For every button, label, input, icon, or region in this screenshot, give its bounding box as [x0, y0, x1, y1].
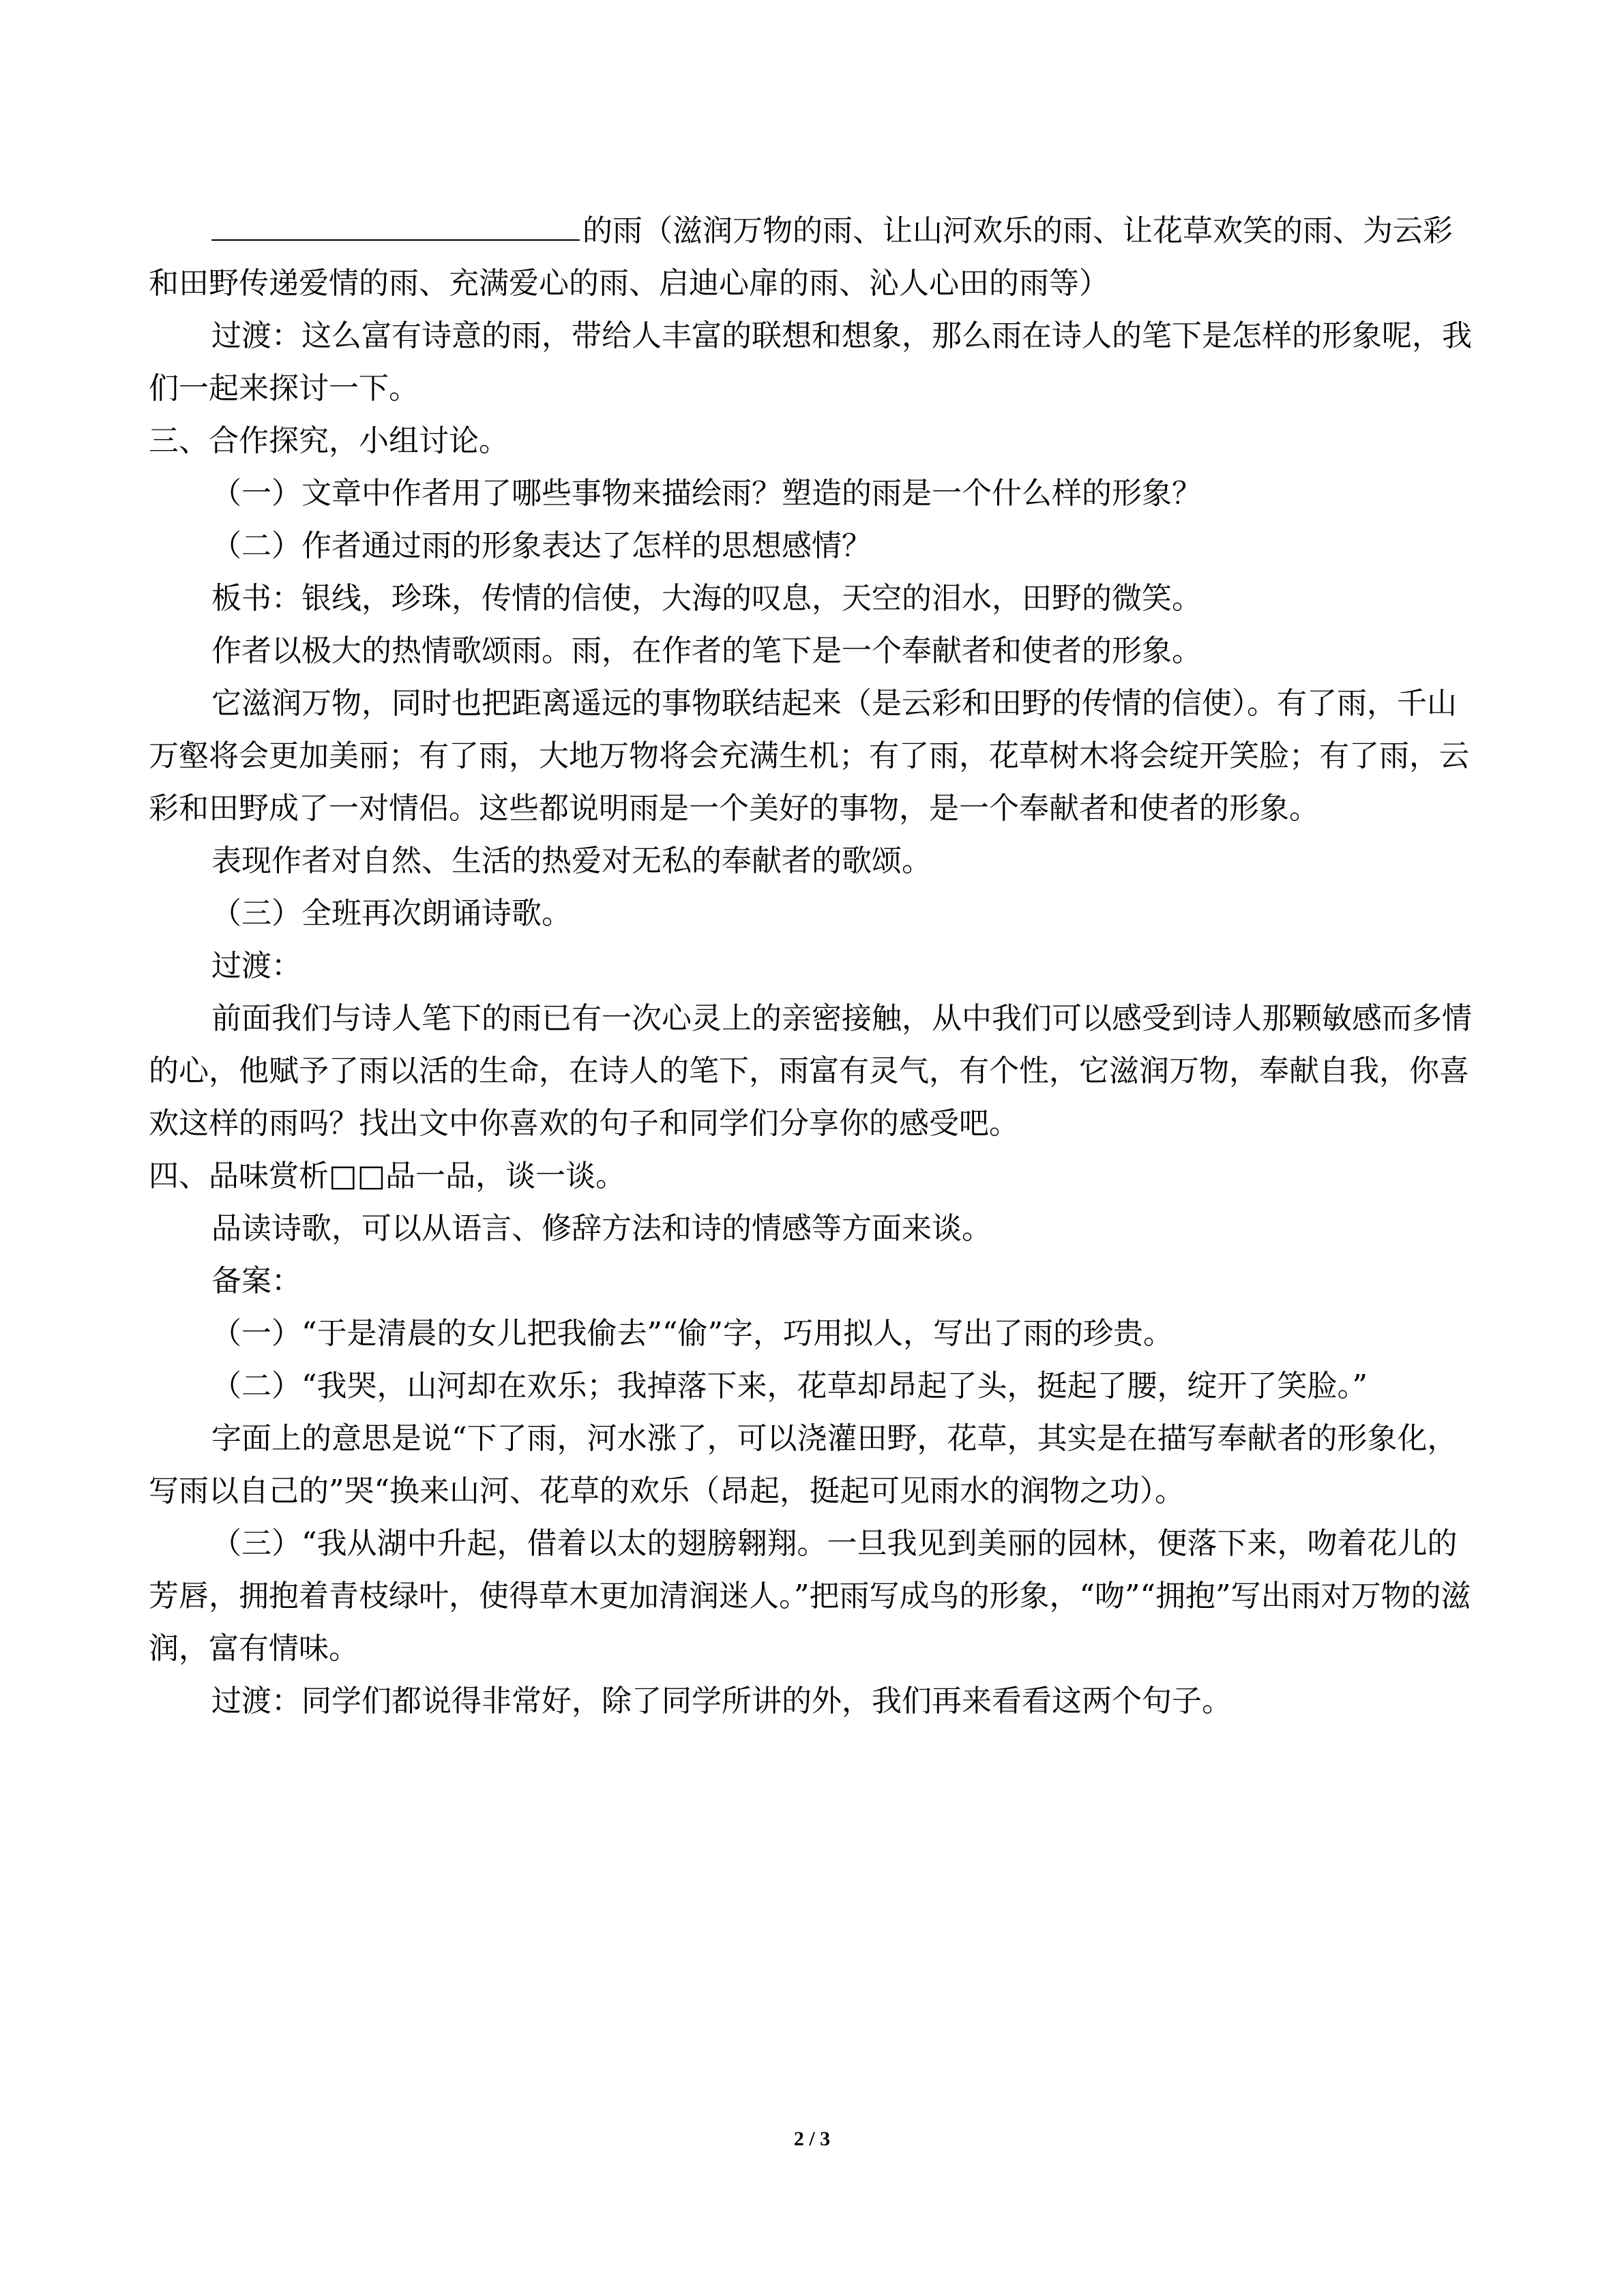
section-heading: 四、品味赏析□□品一品，谈一谈。 [149, 1159, 626, 1193]
fill-in-blank [211, 208, 580, 241]
paragraph: 品读诗歌，可以从语言、修辞方法和诗的情感等方面来谈。 [211, 1211, 992, 1246]
paragraph: （三）全班再次朗诵诗歌。 [211, 896, 572, 931]
paragraph: 备案： [211, 1264, 301, 1298]
paragraph-text: 的雨（滋润万物的雨、让山河欢乐的雨、让花草欢笑的雨、为云彩和田野传递爱情的雨、充满爱心的雨、启迪心扉的雨、沁人心田的雨等） [149, 213, 1453, 301]
paragraph: 板书：银线，珍珠，传情的信使，大海的叹息，天空的泪水，田野的微笑。 [211, 581, 1202, 616]
section-heading: 三、合作探究，小组讨论。 [149, 423, 509, 458]
paragraph: （二）作者通过雨的形象表达了怎样的思想感情？ [211, 528, 872, 563]
document-body [149, 205, 1475, 1727]
paragraph: 过渡：同学们都说得非常好，除了同学所讲的外，我们再来看看这两个句子。 [211, 1684, 1232, 1718]
paragraph: （一）“于是清晨的女儿把我偷去”“偷”字，巧用拟人，写出了雨的珍贵。 [211, 1316, 1173, 1351]
paragraph: 表现作者对自然、生活的热爱对无私的奉献者的歌颂。 [211, 844, 932, 878]
paragraph: 它滋润万物，同时也把距离遥远的事物联结起来（是云彩和田野的传情的信使）。有了雨，千山万壑将会更加美丽；有了雨，大地万物将会充满生机；有了雨，花草树木将会绽开笑脸；有了雨，云彩和田野成了一对情侣。这些都说明雨是一个美好的事物，是一个奉献者和使者的形象。 [149, 686, 1469, 826]
page-number: 2 / 3 [793, 2128, 831, 2150]
paragraph: 前面我们与诗人笔下的雨已有一次心灵上的亲密接触，从中我们可以感受到诗人那颗敏感而多情的心，他赋予了雨以活的生命，在诗人的笔下，雨富有灵气，有个性，它滋润万物，奉献自我，你喜欢这样的雨吗？找出文中你喜欢的句子和同学们分享你的感受吧。 [149, 1001, 1472, 1141]
paragraph [149, 205, 1475, 310]
paragraph: 过渡：这么富有诗意的雨，带给人丰富的联想和想象，那么雨在诗人的笔下是怎样的形象呢，我们一起来探讨一下。 [149, 318, 1472, 406]
paragraph: 过渡： [211, 949, 301, 983]
paragraph: （一）文章中作者用了哪些事物来描绘雨？塑造的雨是一个什么样的形象？ [211, 476, 1202, 511]
paragraph: （二）“我哭，山河却在欢乐；我掉落下来，花草却昂起了头，挺起了腰，绽开了笑脸。” [211, 1369, 1368, 1403]
paragraph: 字面上的意思是说“下了雨，河水涨了，可以浇灌田野，花草，其实是在描写奉献者的形象化，写雨以自己的”哭“换来山河、花草的欢乐（昂起，挺起可见雨水的润物之功）。 [149, 1421, 1458, 1508]
paragraph: 作者以极大的热情歌颂雨。雨，在作者的笔下是一个奉献者和使者的形象。 [211, 633, 1202, 668]
paragraph: （三）“我从湖中升起，借着以太的翅膀翱翔。一旦我见到美丽的园林，便落下来，吻着花儿的芳唇，拥抱着青枝绿叶，使得草木更加清润迷人。”把雨写成鸟的形象，“吻”“拥抱”写出雨对万物的滋润，富有情味。 [149, 1526, 1471, 1666]
